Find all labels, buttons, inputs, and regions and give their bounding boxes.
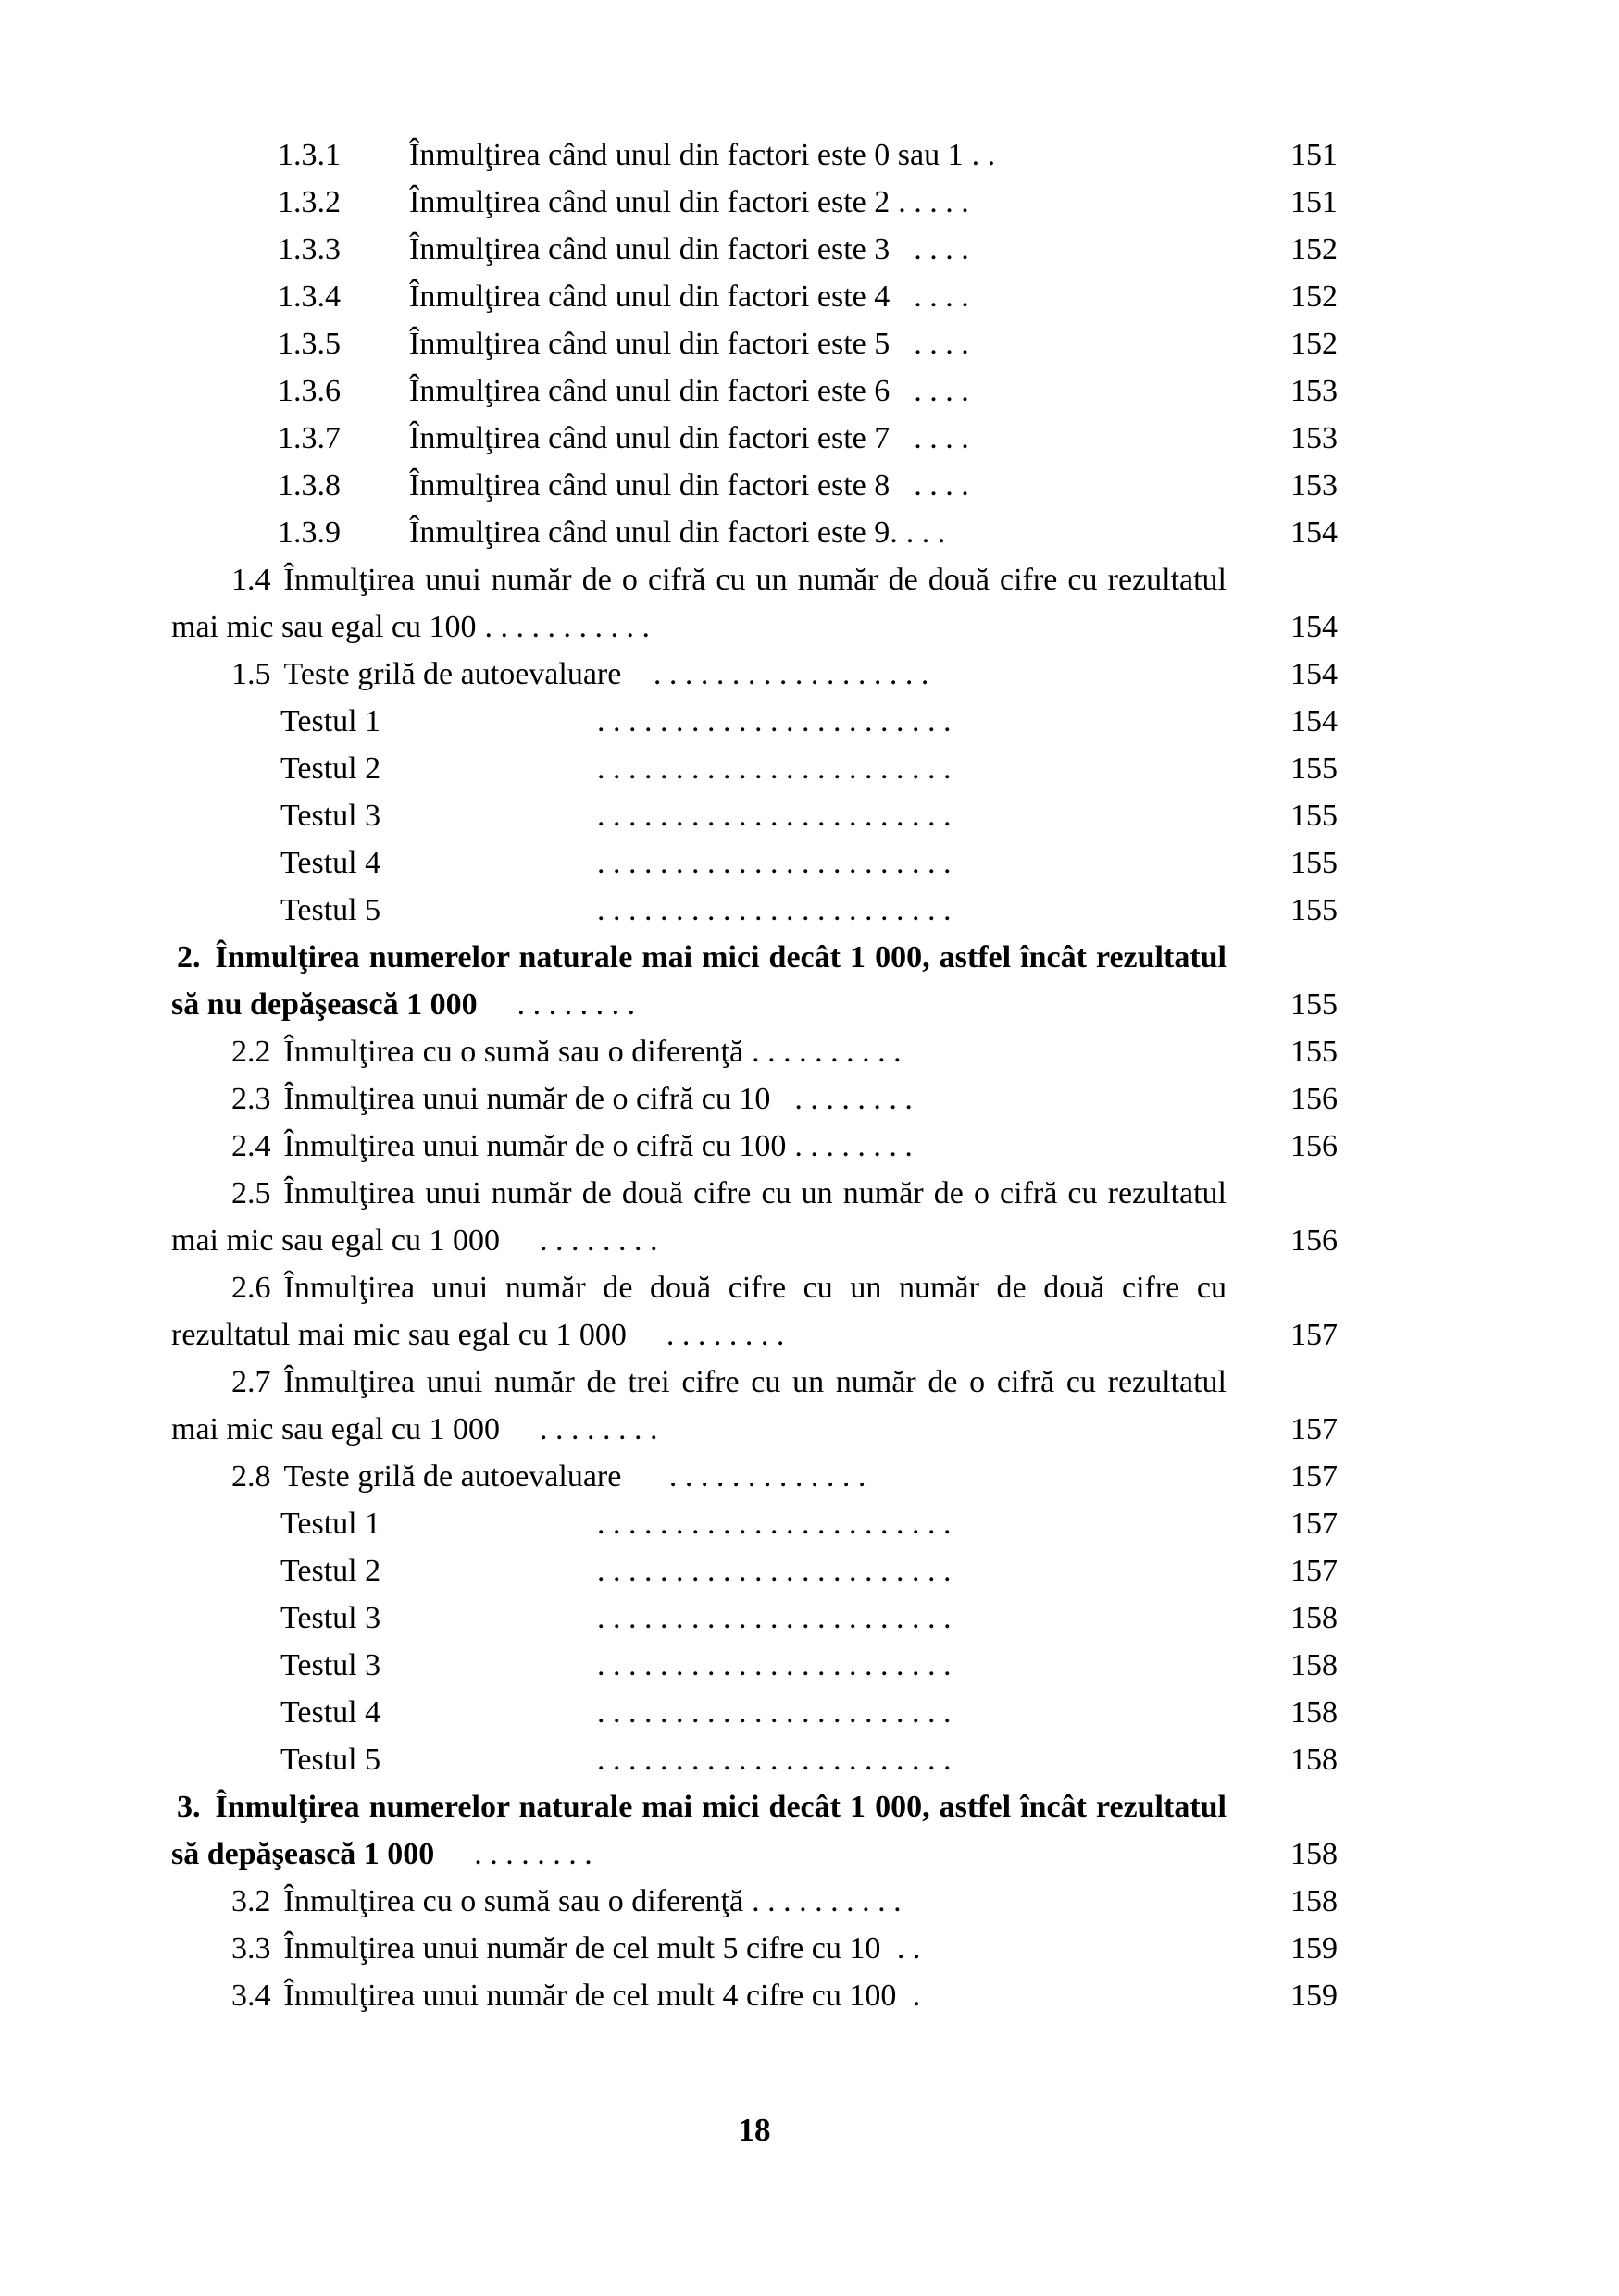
toc-leader-dots: . . . . . . . . xyxy=(485,987,636,1022)
toc-entry-text xyxy=(171,1453,1227,1500)
toc-leader-dots: . . . . . . . . . . . . . . . . . . . . . . . xyxy=(597,1601,952,1635)
toc-entry-number: 2.4 xyxy=(231,1129,271,1163)
toc-entry-text xyxy=(171,131,1227,179)
toc-leader-dots: . . . . . . . . . . . . . . . . . . xyxy=(629,657,929,691)
toc-entry-number: 2.3 xyxy=(231,1082,271,1116)
toc-entry-label: Înmulţirea când unul din factori este 0 sau 1 xyxy=(409,138,964,172)
toc-entry-text xyxy=(171,1500,1227,1547)
toc-entry-label: Înmulţirea unui număr de o cifră cu 100 xyxy=(283,1129,787,1163)
toc-page-number: 155 xyxy=(1290,893,1338,927)
toc-entry xyxy=(171,509,1338,556)
toc-entry-text xyxy=(171,1028,1227,1075)
toc-entry-number: 3.4 xyxy=(231,1979,271,2013)
toc-entry xyxy=(171,1500,1338,1547)
toc-page-number: 157 xyxy=(1290,1459,1338,1494)
toc-entry-text xyxy=(171,1264,1227,1359)
toc-entry-text xyxy=(171,179,1227,226)
toc-entry-number: 3.3 xyxy=(231,1931,271,1966)
toc-entry xyxy=(171,1595,1338,1642)
toc-entry-label: Înmulţirea când unul din factori este 4 xyxy=(409,279,890,314)
toc-leader-dots: . . xyxy=(889,1931,921,1966)
toc-page-number: 151 xyxy=(1290,138,1338,172)
toc-entry xyxy=(171,415,1338,462)
toc-page-number: 154 xyxy=(1290,704,1338,738)
toc-entry-label: Înmulţirea când unul din factori este 5 xyxy=(409,327,890,361)
toc-page-number: 155 xyxy=(1290,1035,1338,1069)
toc-leader-dots: . . . . . . . . xyxy=(778,1082,913,1116)
toc-entry xyxy=(171,556,1338,651)
toc-entry-text xyxy=(171,1595,1227,1642)
toc-entry-label: Testul 2 xyxy=(280,751,381,786)
toc-entry-label: Teste grilă de autoevaluare xyxy=(283,1459,622,1494)
toc-leader-dots: . . . . . . . . . . . . . . . . . . . . . . . xyxy=(597,893,952,927)
toc-entry-text xyxy=(171,367,1227,415)
toc-list xyxy=(171,131,1338,2019)
toc-entry-text xyxy=(171,1972,1227,2019)
toc-page-number: 157 xyxy=(1290,1412,1338,1446)
toc-page-number: 153 xyxy=(1290,374,1338,408)
toc-page-number: 152 xyxy=(1290,232,1338,267)
toc-entry-text xyxy=(171,462,1227,509)
toc-leader-dots: . . . . xyxy=(898,374,969,408)
toc-page-number: 157 xyxy=(1290,1507,1338,1541)
toc-entry-text xyxy=(171,509,1227,556)
toc-leader-dots: . . . . xyxy=(898,232,969,267)
toc-entry-label: Testul 5 xyxy=(280,893,381,927)
toc-entry-text xyxy=(171,698,1227,745)
toc-page-number: 159 xyxy=(1290,1979,1338,2013)
toc-leader-dots: . . . . . . . . . . . . . . . . . . . . . . . xyxy=(597,1554,952,1588)
toc-entry-label: Înmulţirea unui număr de cel mult 5 cifre cu 10 xyxy=(283,1931,881,1966)
toc-entry-text xyxy=(171,745,1227,792)
toc-entry-number: 1.4 xyxy=(231,563,271,597)
toc-entry xyxy=(171,745,1338,792)
toc-page-number: 155 xyxy=(1290,799,1338,833)
toc-leader-dots: . . xyxy=(971,138,996,172)
toc-entry xyxy=(171,839,1338,887)
toc-entry xyxy=(171,179,1338,226)
toc-leader-dots: . . . . . . . . . . . . . . . . . . . . . . . xyxy=(597,799,952,833)
toc-entry xyxy=(171,320,1338,367)
toc-page-number: 154 xyxy=(1290,515,1338,550)
toc-entry xyxy=(171,1547,1338,1595)
toc-page-number: 155 xyxy=(1290,987,1338,1022)
toc-page-number: 156 xyxy=(1290,1223,1338,1258)
toc-entry xyxy=(171,1264,1338,1359)
toc-entry-label: Testul 3 xyxy=(280,799,381,833)
toc-entry-text xyxy=(171,1689,1227,1736)
toc-entry-label: Înmulţirea unui număr de cel mult 4 cifre cu 100 xyxy=(283,1979,897,2013)
toc-entry-text xyxy=(171,1925,1227,1972)
toc-entry xyxy=(171,1925,1338,1972)
toc-entry-label: Înmulţirea unui număr de două cifre cu un număr de două cifre cu rezultatul mai mic sau egal cu 1 000 xyxy=(171,1271,1227,1352)
toc-entry xyxy=(171,131,1338,179)
toc-page-number: 154 xyxy=(1290,657,1338,691)
toc-leader-dots: . . . . xyxy=(898,279,969,314)
toc-leader-dots: . xyxy=(904,1979,921,2013)
toc-leader-dots: . . . . . . . . xyxy=(442,1837,592,1871)
toc-entry xyxy=(171,1359,1338,1453)
toc-entry-label: Înmulţirea numerelor naturale mai mici decât 1 000, astfel încât rezultatul să depăşească 1 000 xyxy=(171,1790,1227,1871)
toc-leader-dots: . . . . xyxy=(898,468,969,503)
toc-entry-text xyxy=(171,887,1227,934)
toc-page-number: 154 xyxy=(1290,610,1338,644)
toc-entry-number: 2.5 xyxy=(231,1176,271,1210)
toc-entry-text xyxy=(171,1075,1227,1123)
toc-page-number: 158 xyxy=(1290,1648,1338,1682)
toc-entry-text xyxy=(171,273,1227,320)
toc-entry-number: 2.2 xyxy=(231,1035,271,1069)
toc-entry-number: 2.7 xyxy=(231,1365,271,1399)
toc-entry-label: Testul 1 xyxy=(280,704,381,738)
toc-leader-dots: . . . . . . . . xyxy=(634,1318,785,1352)
toc-entry-label: Înmulţirea unui număr de două cifre cu un număr de o cifră cu rezultatul mai mic sau egal cu 1 000 xyxy=(171,1176,1227,1258)
toc-entry xyxy=(171,1972,1338,2019)
toc-leader-dots: . . . . . . . . . . . . . . . . . . . . . . . xyxy=(597,1695,952,1730)
toc-entry xyxy=(171,1642,1338,1689)
toc-page-number: 157 xyxy=(1290,1554,1338,1588)
toc-leader-dots: . . . . . . . . . . xyxy=(752,1035,902,1069)
toc-entry-number: 1.3.5 xyxy=(278,327,341,361)
toc-page-number: 152 xyxy=(1290,327,1338,361)
toc-entry-text xyxy=(171,1123,1227,1170)
toc-page-number: 156 xyxy=(1290,1129,1338,1163)
toc-leader-dots: . . . . . . . . . . . xyxy=(484,610,651,644)
toc-entry-text xyxy=(171,792,1227,839)
toc-page-number: 152 xyxy=(1290,279,1338,314)
toc-entry-label: Testul 1 xyxy=(280,1507,381,1541)
toc-entry xyxy=(171,934,1338,1028)
toc-leader-dots: . . . . . . . . xyxy=(794,1129,913,1163)
toc-entry xyxy=(171,1170,1338,1264)
toc-leader-dots: . . . . xyxy=(898,327,969,361)
toc-entry-text xyxy=(171,934,1227,1028)
toc-entry xyxy=(171,887,1338,934)
toc-page-number: 159 xyxy=(1290,1931,1338,1966)
toc-entry xyxy=(171,1453,1338,1500)
toc-leader-dots: . . . . . . . . . . . . . . . . . . . . . . . xyxy=(597,751,952,786)
toc-leader-dots: . . . . . . . . . . . . . . . . . . . . . . . xyxy=(597,1743,952,1777)
toc-entry-text xyxy=(171,651,1227,698)
toc-entry-label: Înmulţirea unui număr de o cifră cu 10 xyxy=(283,1082,771,1116)
toc-entry-label: Înmulţirea când unul din factori este 7 xyxy=(409,421,890,455)
toc-leader-dots: . . . . . . . . . . . . . . . . . . . . . . . xyxy=(597,1507,952,1541)
toc-entry xyxy=(171,273,1338,320)
toc-entry-number: 1.3.3 xyxy=(278,232,341,267)
toc-leader-dots: . . . . . . . . . . xyxy=(752,1884,902,1918)
toc-entry xyxy=(171,1028,1338,1075)
toc-entry-label: Înmulţirea când unul din factori este 6 xyxy=(409,374,890,408)
toc-entry-label: Înmulţirea cu o sumă sau o diferenţă xyxy=(283,1884,744,1918)
toc-entry-text xyxy=(171,1878,1227,1925)
toc-entry-number: 1.3.4 xyxy=(278,279,341,314)
toc-entry-number: 2. xyxy=(177,940,201,974)
toc-entry-label: Testul 3 xyxy=(280,1648,381,1682)
toc-entry-number: 2.6 xyxy=(231,1271,271,1305)
toc-entry xyxy=(171,1075,1338,1123)
footer-page-number: 18 xyxy=(738,2112,771,2148)
toc-entry xyxy=(171,698,1338,745)
toc-page-number: 153 xyxy=(1290,421,1338,455)
toc-entry-number: 3. xyxy=(177,1790,201,1824)
toc-page-number: 153 xyxy=(1290,468,1338,503)
toc-entry-number: 1.3.6 xyxy=(278,374,341,408)
toc-leader-dots: . . . . . . . . . . . . . . . . . . . . . . . xyxy=(597,846,952,880)
toc-entry-label: Înmulţirea când unul din factori este 9. xyxy=(409,515,898,550)
toc-leader-dots: . . . . . . . . . . . . . . . . . . . . . . . xyxy=(597,1648,952,1682)
toc-leader-dots: . . . . . xyxy=(898,185,969,219)
toc-page-number: 158 xyxy=(1290,1884,1338,1918)
toc-entry xyxy=(171,226,1338,273)
toc-entry-number: 1.3.1 xyxy=(278,138,341,172)
toc-page-number: 151 xyxy=(1290,185,1338,219)
toc-entry-number: 2.8 xyxy=(231,1459,271,1494)
toc-entry-label: Înmulţirea unui număr de trei cifre cu un număr de o cifră cu rezultatul mai mic sau egal cu 1 000 xyxy=(171,1365,1227,1446)
toc-entry-label: Testul 3 xyxy=(280,1601,381,1635)
toc-entry-number: 1.3.9 xyxy=(278,515,341,550)
toc-entry-text xyxy=(171,1170,1227,1264)
toc-entry-label: Teste grilă de autoevaluare xyxy=(283,657,622,691)
toc-entry-label: Testul 4 xyxy=(280,1695,381,1730)
toc-entry-number: 1.3.2 xyxy=(278,185,341,219)
toc-entry-label: Testul 4 xyxy=(280,846,381,880)
toc-page-number: 158 xyxy=(1290,1837,1338,1871)
toc-leader-dots: . . . . . . . . xyxy=(508,1412,658,1446)
toc-entry-number: 3.2 xyxy=(231,1884,271,1918)
toc-entry-label: Înmulţirea unui număr de o cifră cu un număr de două cifre cu rezultatul mai mic sau egal cu 100 xyxy=(171,563,1227,644)
toc-entry-label: Înmulţirea când unul din factori este 8 xyxy=(409,468,890,503)
toc-entry xyxy=(171,792,1338,839)
toc-page-number: 155 xyxy=(1290,751,1338,786)
toc-page-number: 158 xyxy=(1290,1743,1338,1777)
toc-entry-number: 1.3.7 xyxy=(278,421,341,455)
toc-page-number: 156 xyxy=(1290,1082,1338,1116)
toc-page-number: 157 xyxy=(1290,1318,1338,1352)
toc-entry xyxy=(171,1878,1338,1925)
toc-entry-text xyxy=(171,1736,1227,1783)
toc-entry-label: Înmulţirea cu o sumă sau o diferenţă xyxy=(283,1035,744,1069)
toc-entry-text xyxy=(171,1359,1227,1453)
toc-leader-dots: . . . xyxy=(905,515,946,550)
toc-entry-text xyxy=(171,1783,1227,1878)
toc-page-number: 158 xyxy=(1290,1601,1338,1635)
toc-entry-text xyxy=(171,1547,1227,1595)
toc-leader-dots: . . . . . . . . xyxy=(508,1223,658,1258)
toc-entry-text xyxy=(171,226,1227,273)
toc-entry-label: Înmulţirea când unul din factori este 2 xyxy=(409,185,890,219)
toc-entry-text xyxy=(171,556,1227,651)
toc-entry-text xyxy=(171,1642,1227,1689)
toc-entry xyxy=(171,1689,1338,1736)
toc-entry-label: Testul 2 xyxy=(280,1554,381,1588)
toc-leader-dots: . . . . xyxy=(898,421,969,455)
toc-entry xyxy=(171,651,1338,698)
toc-page-number: 158 xyxy=(1290,1695,1338,1730)
toc-page-number: 155 xyxy=(1290,846,1338,880)
toc-entry-text xyxy=(171,839,1227,887)
toc-entry-label: Testul 5 xyxy=(280,1743,381,1777)
toc-entry-label: Înmulţirea numerelor naturale mai mici decât 1 000, astfel încât rezultatul să nu depăşească 1 000 xyxy=(171,940,1227,1022)
toc-entry-label: Înmulţirea când unul din factori este 3 xyxy=(409,232,890,267)
toc-entry xyxy=(171,462,1338,509)
toc-entry xyxy=(171,367,1338,415)
toc-entry xyxy=(171,1123,1338,1170)
toc-entry-text xyxy=(171,415,1227,462)
toc-entry-text xyxy=(171,320,1227,367)
toc-entry-number: 1.3.8 xyxy=(278,468,341,503)
toc-leader-dots: . . . . . . . . . . . . . xyxy=(629,1459,866,1494)
toc-entry-number: 1.5 xyxy=(231,657,271,691)
toc-leader-dots: . . . . . . . . . . . . . . . . . . . . . . . xyxy=(597,704,952,738)
toc-entry xyxy=(171,1736,1338,1783)
toc-entry xyxy=(171,1783,1338,1878)
